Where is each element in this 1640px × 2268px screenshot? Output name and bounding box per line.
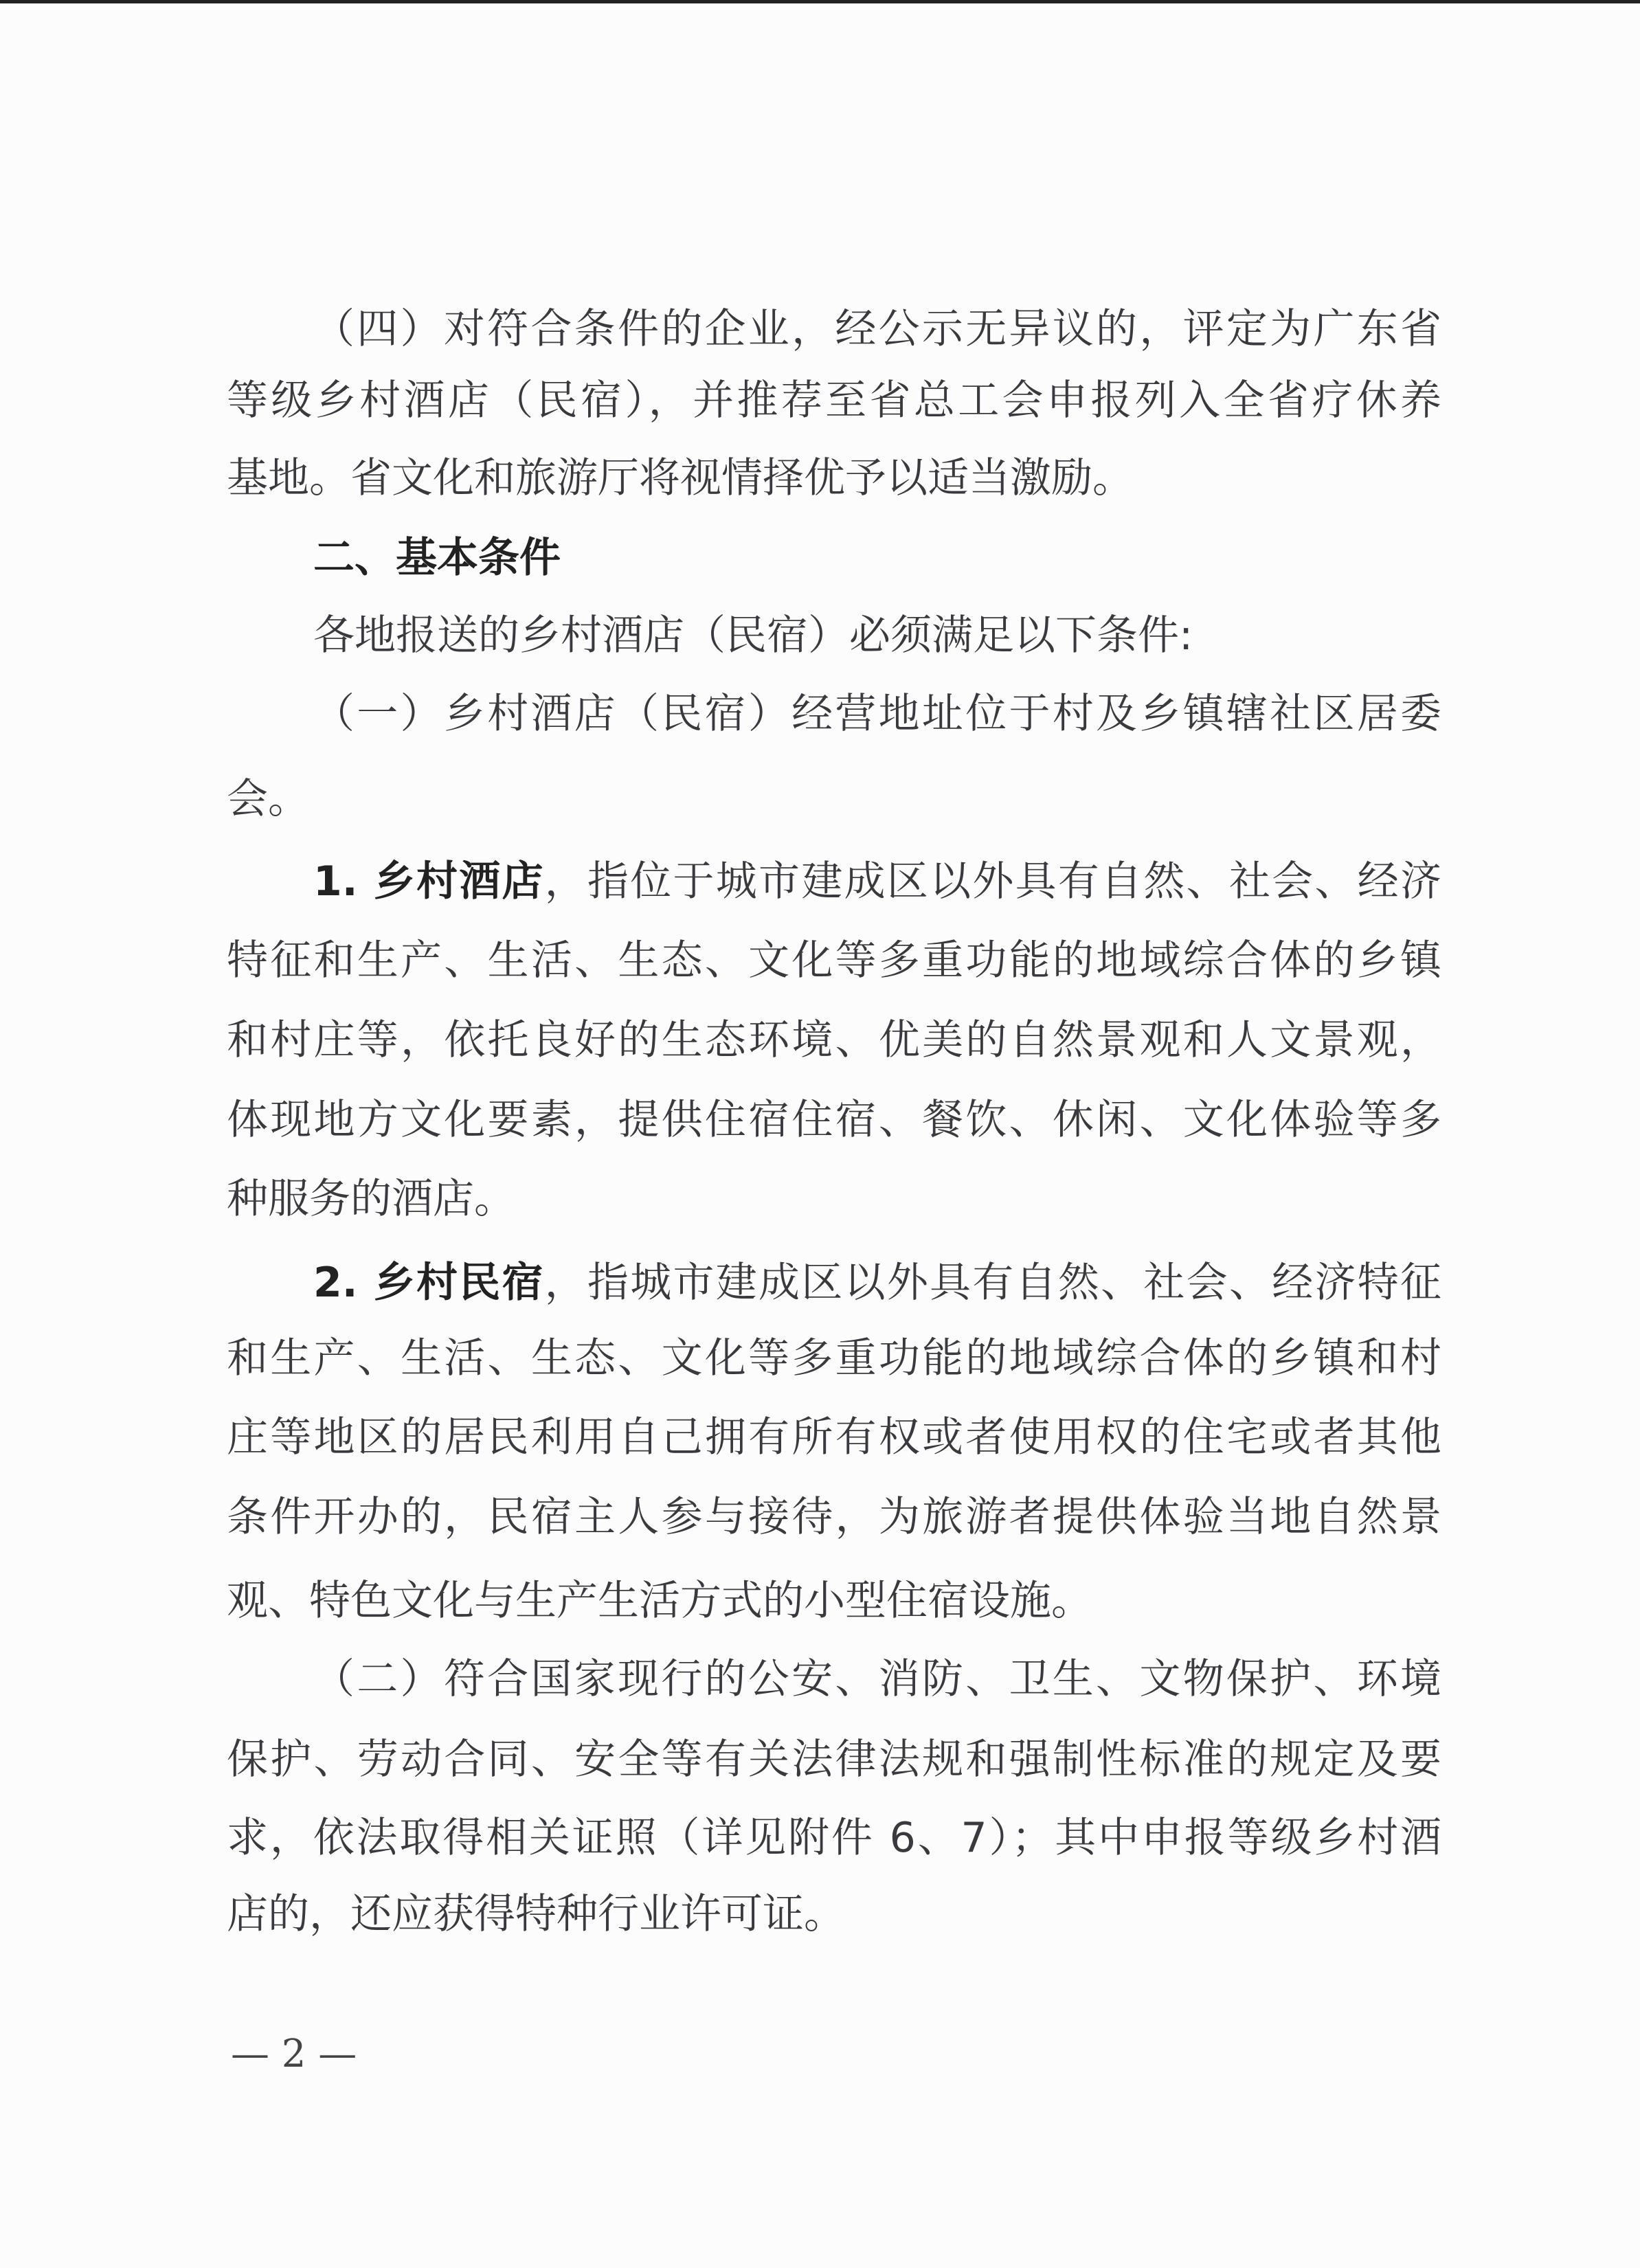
text-line [227, 1887, 1441, 1942]
text-segment: （一）乡村酒店（民宿）经营地址位于村及乡镇辖社区居委 [313, 690, 1441, 738]
section-heading [313, 530, 1441, 585]
page-number: — 2 — [231, 2032, 357, 2076]
text-line [227, 373, 1441, 428]
text-segment: 观、特色文化与生产生活方式的小型住宿设施。 [227, 1577, 1092, 1625]
text-line [227, 933, 1441, 988]
text-line [227, 1573, 1441, 1628]
text-segment: 等级乡村酒店（民宿），并推荐至省总工会申报列入全省疗休养 [227, 377, 1441, 425]
text-segment: 基地。省文化和旅游厅将视情择优予以适当激励。 [227, 454, 1134, 502]
text-segment: 会。 [227, 775, 309, 823]
text-line [227, 1490, 1441, 1545]
term-label: 1. 乡村酒店 [313, 857, 545, 906]
term-label: 2. 乡村民宿 [313, 1259, 545, 1307]
text-segment: （二）符合国家现行的公安、消防、卫生、文物保护、环境 [313, 1655, 1441, 1703]
text-segment: 二、基本条件 [313, 534, 561, 582]
text-segment: 和生产、生活、生态、文化等多重功能的地域综合体的乡镇和村 [227, 1334, 1441, 1382]
text-line [313, 1255, 1441, 1310]
text-line [227, 451, 1441, 506]
text-segment: 和村庄等，依托良好的生态环境、优美的自然景观和人文景观， [227, 1016, 1441, 1064]
text-line [227, 1410, 1441, 1465]
text-line [227, 772, 1441, 827]
text-line [227, 1013, 1441, 1068]
text-segment: 求，依法取得相关证照（详见附件 6、7）；其中申报等级乡村酒 [227, 1814, 1441, 1862]
text-line [313, 854, 1441, 909]
text-segment: ，指位于城市建成区以外具有自然、社会、经济 [544, 857, 1441, 906]
text-segment: （四）对符合条件的企业，经公示无异议的，评定为广东省 [313, 305, 1441, 353]
text-segment: 种服务的酒店。 [227, 1175, 515, 1223]
text-segment: 体现地方文化要素，提供住宿住宿、餐饮、休闲、文化体验等多 [227, 1096, 1441, 1144]
text-line [313, 608, 1441, 663]
text-segment: 庄等地区的居民利用自己拥有所有权或者使用权的住宅或者其他 [227, 1413, 1441, 1461]
text-segment: 条件开办的，民宿主人参与接待，为旅游者提供体验当地自然景 [227, 1493, 1441, 1541]
scan-top-edge [0, 0, 1640, 3]
text-line [227, 1171, 1441, 1226]
text-segment: 特征和生产、生活、生态、文化等多重功能的地域综合体的乡镇 [227, 936, 1441, 985]
text-line [313, 686, 1441, 741]
text-line [313, 1652, 1441, 1707]
text-segment: ，指城市建成区以外具有自然、社会、经济特征 [544, 1259, 1441, 1307]
text-line [313, 302, 1441, 357]
text-line [227, 1092, 1441, 1147]
text-segment: 各地报送的乡村酒店（民宿）必须满足以下条件: [313, 611, 1193, 660]
text-line [227, 1732, 1441, 1787]
text-segment: 保护、劳动合同、安全等有关法律法规和强制性标准的规定及要 [227, 1736, 1441, 1784]
text-line [227, 1810, 1441, 1865]
text-segment: 店的，还应获得特种行业许可证。 [227, 1890, 845, 1938]
text-line [227, 1331, 1441, 1386]
